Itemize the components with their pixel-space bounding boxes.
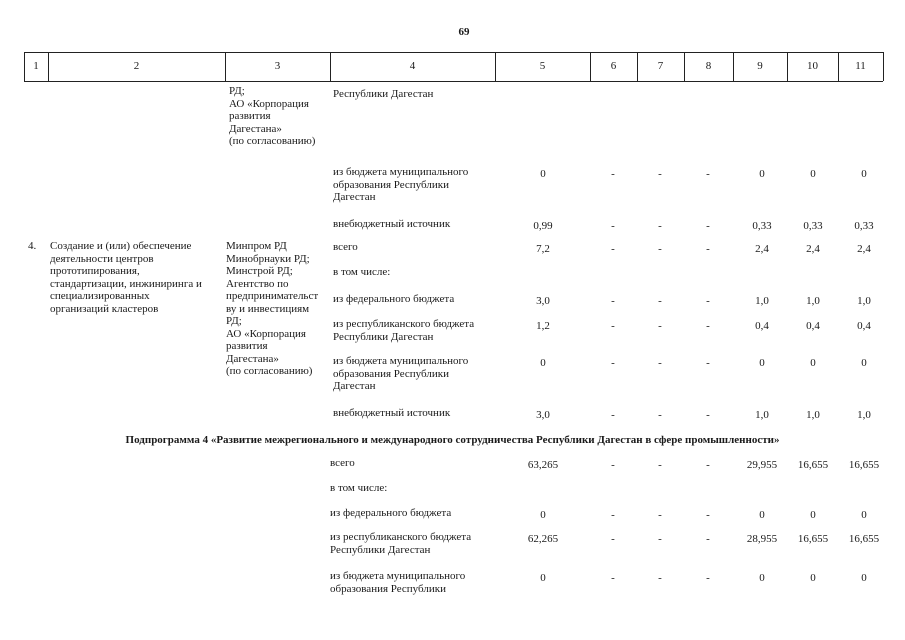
cell-col-9: 1,0 <box>755 409 769 421</box>
cell-col-11: 0 <box>861 357 867 369</box>
cell-col-8: - <box>706 533 710 545</box>
cell-col-5: 0 <box>540 168 546 180</box>
cell-col-8: - <box>706 243 710 255</box>
cell-col-11: 0 <box>861 509 867 521</box>
cell-col-6: - <box>611 320 615 332</box>
cell-col-7: - <box>658 295 662 307</box>
cell-col-11: 2,4 <box>857 243 871 255</box>
cell-col-7: - <box>658 409 662 421</box>
cell-col-8: - <box>706 295 710 307</box>
row-label: в том числе: <box>330 482 388 494</box>
cell-col-7: - <box>658 243 662 255</box>
cell-col-7: - <box>658 572 662 584</box>
cell-col-5: 0 <box>540 572 546 584</box>
cell-col-11: 0,33 <box>854 220 874 232</box>
cell-col-6: - <box>611 243 615 255</box>
cell-col-10: 0 <box>810 509 816 521</box>
row-label: из бюджета муниципального образования Республики Дагестан <box>333 166 469 203</box>
header-column-number: 3 <box>274 60 281 72</box>
cell-col-10: 16,655 <box>797 459 829 471</box>
cell-col-10: 0 <box>810 572 816 584</box>
header-column-number: 9 <box>757 60 763 72</box>
header-column-number: 7 <box>657 60 664 72</box>
cell-col-10: 0 <box>810 168 816 180</box>
cell-col-10: 1,0 <box>806 295 820 307</box>
cell-col-6: - <box>611 459 615 471</box>
cell-col-11: 16,655 <box>848 459 880 471</box>
cell-col-8: - <box>706 572 710 584</box>
cell-col-9: 1,0 <box>755 295 769 307</box>
cell-col-6: - <box>611 409 615 421</box>
cell-col-5: 0 <box>540 509 546 521</box>
cell-col-5: 0,99 <box>533 220 553 232</box>
header-column-number: 2 <box>133 60 140 72</box>
cell-col-10: 2,4 <box>806 243 820 255</box>
header-column-number: 10 <box>807 60 818 72</box>
cell-col-9: 0 <box>759 572 765 584</box>
cell-col-9: 0 <box>759 168 765 180</box>
cell-col-7: - <box>658 320 662 332</box>
cell-col-10: 0,4 <box>806 320 820 332</box>
cell-col-9: 29,955 <box>746 459 778 471</box>
cell-col-6: - <box>611 220 615 232</box>
cell-col-8: - <box>706 320 710 332</box>
cell-col-7: - <box>658 459 662 471</box>
row-label: всего <box>330 457 355 469</box>
cell-col-6: - <box>611 572 615 584</box>
item-name: Создание и (или) обеспечение деятельности центров прототипирования, стандартизации, инжиниринга и специализированных организаций кластеров <box>50 240 202 315</box>
cell-col-8: - <box>706 509 710 521</box>
cell-col-6: - <box>611 168 615 180</box>
cell-col-9: 0 <box>759 509 765 521</box>
cell-col-5: 62,265 <box>527 533 559 545</box>
cell-col-7: - <box>658 533 662 545</box>
cont-source-tail: Республики Дагестан <box>333 88 434 100</box>
cell-col-6: - <box>611 295 615 307</box>
header-column-number: 11 <box>855 60 866 72</box>
cell-col-5: 63,265 <box>527 459 559 471</box>
cell-col-9: 2,4 <box>755 243 769 255</box>
cell-col-10: 0,33 <box>803 220 823 232</box>
cell-col-11: 0 <box>861 572 867 584</box>
row-label: из бюджета муниципального образования Республики Дагестан <box>333 355 469 392</box>
header-column-number: 1 <box>33 60 39 72</box>
cell-col-5: 1,2 <box>536 320 550 332</box>
row-label: из республиканского бюджета Республики Дагестан <box>333 318 475 343</box>
header-column-number: 4 <box>409 60 416 72</box>
cell-col-7: - <box>658 509 662 521</box>
cell-col-11: 0,4 <box>857 320 871 332</box>
cell-col-7: - <box>658 168 662 180</box>
cell-col-11: 1,0 <box>857 409 871 421</box>
cell-col-6: - <box>611 533 615 545</box>
cell-col-8: - <box>706 220 710 232</box>
row-label: внебюджетный источник <box>333 407 451 419</box>
cell-col-8: - <box>706 409 710 421</box>
cell-col-9: 0,33 <box>752 220 772 232</box>
row-label: из республиканского бюджета Республики Дагестан <box>330 531 472 556</box>
header-column-number: 5 <box>539 60 546 72</box>
cell-col-11: 16,655 <box>848 533 880 545</box>
cell-col-9: 0,4 <box>755 320 769 332</box>
row-label: из федерального бюджета <box>333 293 455 305</box>
row-label: из федерального бюджета <box>330 507 452 519</box>
cell-col-5: 3,0 <box>536 409 550 421</box>
cell-col-7: - <box>658 357 662 369</box>
cell-col-5: 7,2 <box>536 243 550 255</box>
cont-executor: РД; АО «Корпорация развития Дагестана» (по согласованию) <box>229 85 316 147</box>
cell-col-8: - <box>706 357 710 369</box>
cell-col-5: 0 <box>540 357 546 369</box>
cell-col-11: 0 <box>861 168 867 180</box>
cell-col-6: - <box>611 357 615 369</box>
header-column-border <box>883 52 884 81</box>
cell-col-9: 28,955 <box>746 533 778 545</box>
cell-col-11: 1,0 <box>857 295 871 307</box>
row-label: из бюджета муниципального образования Республики <box>330 570 466 595</box>
cell-col-8: - <box>706 459 710 471</box>
item-number: 4. <box>28 240 37 252</box>
subprogram-title: Подпрограмма 4 «Развитие межрегионального и международного сотрудничества Республики Дагестан в сфере промышленности» <box>125 434 780 446</box>
row-label: всего <box>333 241 358 253</box>
cell-col-7: - <box>658 220 662 232</box>
item-executor: Минпром РД Минобрнауки РД; Минстрой РД; Агентство по предпринимательст ву и инвестициям РД; АО «Корпорация развития Дагестана» (по согласованию) <box>226 240 319 377</box>
cell-col-6: - <box>611 509 615 521</box>
row-label: внебюджетный источник <box>333 218 451 230</box>
cell-col-10: 16,655 <box>797 533 829 545</box>
page-number: 69 <box>458 26 470 38</box>
row-label: в том числе: <box>333 266 391 278</box>
cell-col-9: 0 <box>759 357 765 369</box>
cell-col-5: 3,0 <box>536 295 550 307</box>
header-column-number: 8 <box>705 60 712 72</box>
cell-col-8: - <box>706 168 710 180</box>
cell-col-10: 0 <box>810 357 816 369</box>
header-column-number: 6 <box>610 60 617 72</box>
cell-col-10: 1,0 <box>806 409 820 421</box>
